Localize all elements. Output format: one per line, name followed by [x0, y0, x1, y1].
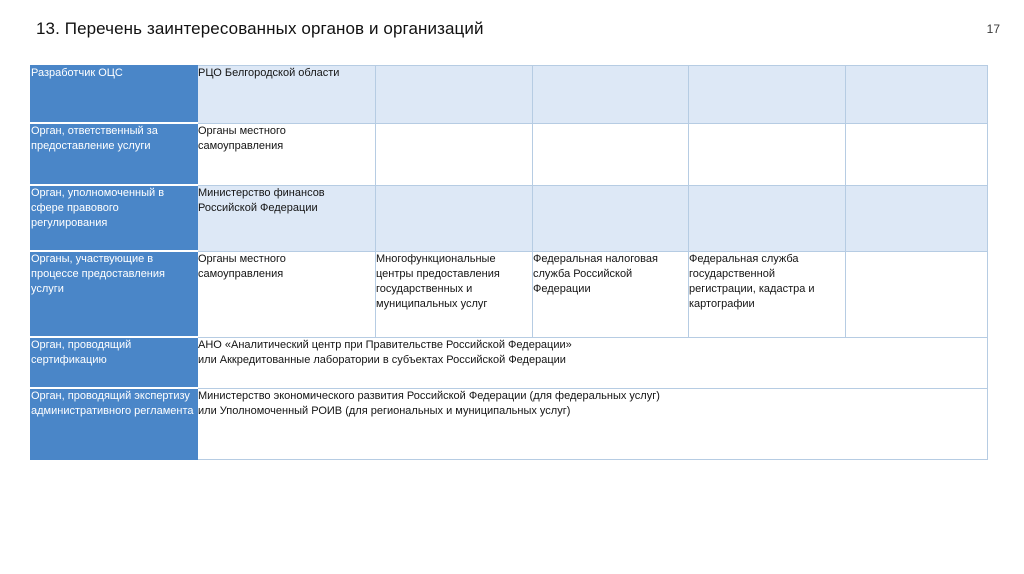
- table-row: [31, 123, 988, 185]
- row-label-cell: Органы, участвующие в процессе предоставления услуги: [31, 251, 198, 337]
- empty-cell: [689, 185, 846, 251]
- data-cell: [198, 123, 376, 185]
- cell-line: РЦО Белгородской области: [198, 67, 340, 79]
- cell-line: Органы местного: [198, 252, 286, 265]
- cell-line: Многофункциональные: [376, 252, 496, 265]
- interested-organizations-table: [30, 65, 988, 460]
- row-label-cell: Разработчик ОЦС: [31, 66, 198, 124]
- table-row: [31, 66, 988, 124]
- cell-line: АНО «Аналитический центр при Правительстве Российской Федерации»: [198, 338, 572, 351]
- data-cell: [198, 388, 988, 460]
- empty-cell: [689, 123, 846, 185]
- empty-cell: [533, 66, 689, 124]
- data-cell: [198, 185, 376, 251]
- cell-line: самоуправления: [198, 139, 284, 152]
- cell-line: Российской Федерации: [198, 201, 318, 214]
- table-body: [31, 66, 988, 460]
- cell-line: Органы местного: [198, 124, 286, 137]
- data-cell: [533, 251, 689, 337]
- page-title: 13. Перечень заинтересованных органов и организаций: [36, 19, 484, 38]
- table-row: [31, 337, 988, 388]
- table-row: [31, 251, 988, 337]
- row-label-cell: Орган, проводящий экспертизу административного регламента: [31, 388, 198, 460]
- data-cell: [689, 251, 846, 337]
- row-label-cell: Орган, уполномоченный в сфере правового регулирования: [31, 185, 198, 251]
- cell-line: Федеральная служба: [689, 252, 799, 265]
- data-cell: [198, 251, 376, 337]
- cell-line: муниципальных услуг: [376, 297, 488, 310]
- cell-line: или Уполномоченный РОИВ (для региональных и муниципальных услуг): [198, 404, 571, 417]
- data-cell: [198, 66, 376, 124]
- cell-line: центры предоставления: [376, 267, 500, 280]
- cell-line: служба Российской: [533, 267, 633, 280]
- page-number: 17: [986, 22, 1000, 36]
- empty-cell: [376, 185, 533, 251]
- empty-cell: [376, 123, 533, 185]
- cell-line: Министерство экономического развития Российской Федерации (для федеральных услуг): [198, 389, 660, 402]
- empty-cell: [376, 66, 533, 124]
- data-cell: [198, 337, 988, 388]
- cell-line: Федеральная налоговая: [533, 252, 658, 265]
- empty-cell: [689, 66, 846, 124]
- table-row: [31, 388, 988, 460]
- slide-header: [0, 0, 1024, 56]
- cell-line: регистрации, кадастра и: [689, 282, 815, 295]
- cell-line: Федерации: [533, 282, 591, 295]
- row-label-cell: Орган, проводящий сертификацию: [31, 337, 198, 388]
- cell-line: государственных и: [376, 282, 473, 295]
- empty-cell: [846, 251, 988, 337]
- cell-line: картографии: [689, 297, 755, 310]
- cell-line: государственной: [689, 267, 775, 280]
- table-row: [31, 185, 988, 251]
- empty-cell: [846, 185, 988, 251]
- empty-cell: [846, 123, 988, 185]
- empty-cell: [533, 185, 689, 251]
- row-label-cell: Орган, ответственный за предоставление услуги: [31, 123, 198, 185]
- cell-line: самоуправления: [198, 267, 284, 280]
- cell-line: или Аккредитованные лаборатории в субъектах Российской Федерации: [198, 353, 566, 366]
- cell-line: Министерство финансов: [198, 186, 325, 199]
- empty-cell: [846, 66, 988, 124]
- empty-cell: [533, 123, 689, 185]
- data-cell: [376, 251, 533, 337]
